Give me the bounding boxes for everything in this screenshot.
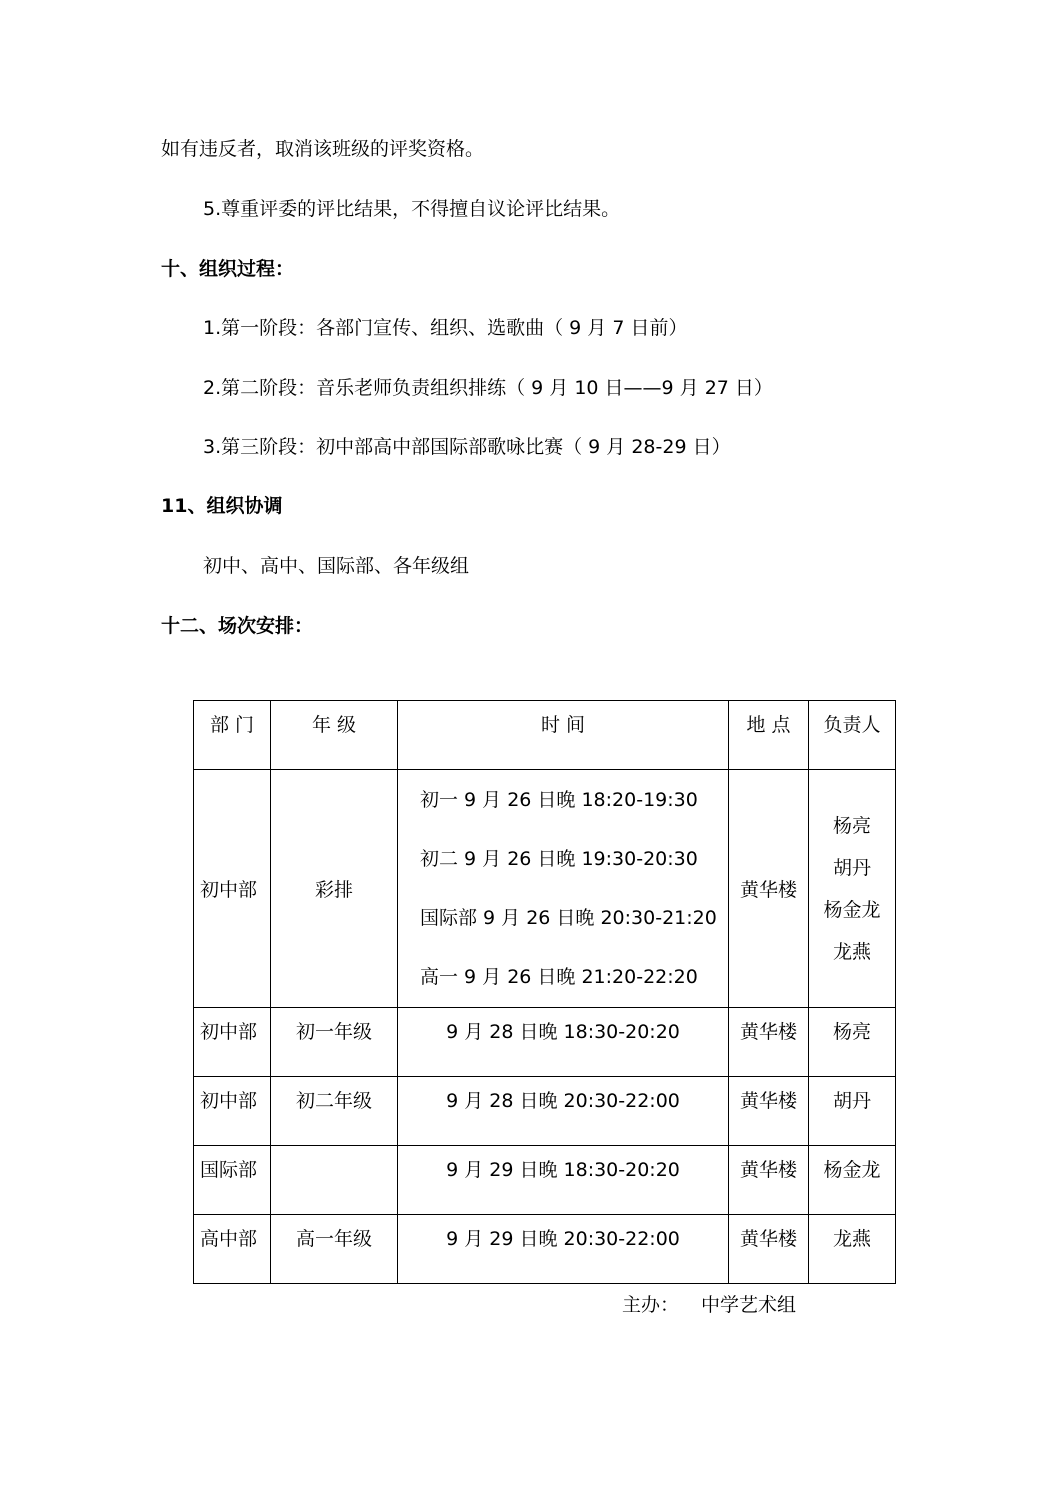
table-header-row [194, 701, 896, 770]
header-grade: 年 级 [271, 701, 398, 770]
cell-dept: 初中部 [194, 1077, 271, 1146]
cell-place: 黄华楼 [729, 1077, 809, 1146]
section-heading-schedule: 十二、场次安排： [161, 615, 314, 637]
rehearsal-time-2: 初二 9 月 26 日晚 19:30-20:30 [420, 847, 698, 870]
table-row [194, 1008, 896, 1077]
person-2: 胡丹 [832, 856, 871, 879]
cell-person: 杨金龙 [809, 1146, 896, 1215]
rehearsal-time-1: 初一 9 月 26 日晚 18:20-19:30 [420, 788, 698, 811]
organizer-signature [622, 1293, 796, 1317]
table-row-rehearsal [194, 770, 896, 1008]
coordination-text: 初中、高中、国际部、各年级组 [203, 555, 470, 577]
cell-person: 胡丹 [809, 1077, 896, 1146]
table-row [194, 1077, 896, 1146]
table-row [194, 1215, 896, 1284]
person-4: 龙燕 [832, 940, 871, 963]
stage-3: 3.第三阶段：初中部高中部国际部歌咏比赛（ 9 月 28-29 日） [203, 436, 731, 458]
cell-place: 黄华楼 [729, 1215, 809, 1284]
organizer-name: 中学艺术组 [701, 1294, 797, 1316]
cell-time: 9 月 28 日晚 18:30-20:20 [398, 1008, 729, 1077]
stage-1: 1.第一阶段：各部门宣传、组织、选歌曲（ 9 月 7 日前） [203, 317, 688, 339]
section-heading-coordination: 11、组织协调 [161, 495, 283, 517]
paragraph-violation: 如有违反者，取消该班级的评奖资格。 [161, 138, 485, 160]
schedule-table [193, 700, 896, 1284]
cell-dept: 高中部 [194, 1215, 271, 1284]
cell-grade: 彩排 [271, 770, 398, 1008]
rehearsal-time-3: 国际部 9 月 26 日晚 20:30-21:20 [420, 906, 717, 929]
organizer-label: 主办： [622, 1294, 680, 1316]
table-row [194, 1146, 896, 1215]
cell-person: 杨亮 [809, 1008, 896, 1077]
cell-dept: 初中部 [194, 1008, 271, 1077]
cell-grade [271, 1146, 398, 1215]
header-dept: 部 门 [194, 701, 271, 770]
cell-grade: 初一年级 [271, 1008, 398, 1077]
cell-dept: 初中部 [194, 770, 271, 1008]
cell-place: 黄华楼 [729, 1008, 809, 1077]
cell-time: 9 月 29 日晚 20:30-22:00 [398, 1215, 729, 1284]
person-3: 杨金龙 [823, 898, 881, 921]
header-time: 时 间 [398, 701, 729, 770]
cell-place: 黄华楼 [729, 1146, 809, 1215]
person-1: 杨亮 [832, 814, 871, 837]
cell-grade: 高一年级 [271, 1215, 398, 1284]
cell-times [398, 770, 729, 1008]
cell-place: 黄华楼 [729, 770, 809, 1008]
cell-dept: 国际部 [194, 1146, 271, 1215]
cell-time: 9 月 28 日晚 20:30-22:00 [398, 1077, 729, 1146]
rehearsal-time-4: 高一 9 月 26 日晚 21:20-22:20 [420, 965, 698, 988]
cell-time: 9 月 29 日晚 18:30-20:20 [398, 1146, 729, 1215]
header-place: 地 点 [729, 701, 809, 770]
stage-2: 2.第二阶段：音乐老师负责组织排练（ 9 月 10 日——9 月 27 日） [203, 377, 773, 399]
header-person: 负责人 [809, 701, 896, 770]
cell-grade: 初二年级 [271, 1077, 398, 1146]
section-heading-process: 十、组织过程： [161, 258, 295, 280]
paragraph-respect-results: 5.尊重评委的评比结果，不得擅自议论评比结果。 [203, 198, 621, 220]
cell-person: 龙燕 [809, 1215, 896, 1284]
cell-people [809, 770, 896, 1008]
